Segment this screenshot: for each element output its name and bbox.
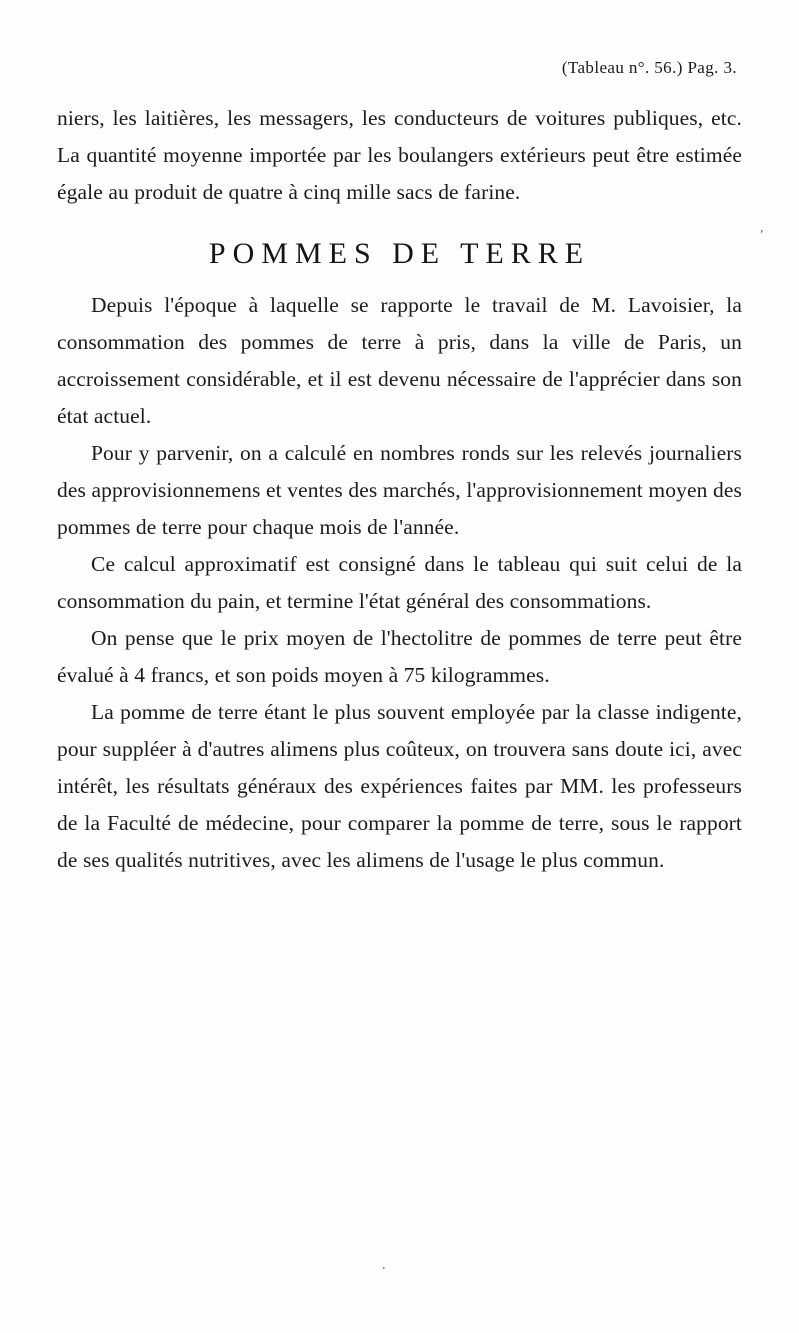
paragraph-continuation: niers, les laitières, les messagers, les conducteurs de voitures publiques, etc. La quantité moyenne importée par les boulangers extérieurs peut être estimée égale au produit de quatre à cinq mille sacs de farine.	[57, 106, 742, 204]
paragraph-la-pomme: La pomme de terre étant le plus souvent employée par la classe indigente, pour suppléer à d'autres alimens plus coûteux, on trouvera sans doute ici, avec intérêt, les résultats généraux des expériences faites par MM. les professeurs de la Faculté de médecine, pour comparer la pomme de terre, sous le rapport de ses qualités nutritives, avec les alimens de l'usage le plus commun.	[57, 700, 742, 872]
page-bottom-mark: .	[382, 1258, 386, 1273]
body-text-column	[57, 100, 742, 879]
page-header-reference: (Tableau n°. 56.) Pag. 3.	[561, 58, 737, 77]
paragraph-ce-calcul: Ce calcul approximatif est consigné dans le tableau qui suit celui de la consommation du pain, et termine l'état général des consommations.	[57, 552, 742, 613]
paragraph-pour-y-parvenir: Pour y parvenir, on a calculé en nombres ronds sur les relevés journaliers des approvisionnemens et ventes des marchés, l'approvisionnement moyen des pommes de terre pour chaque mois de l'année.	[57, 441, 742, 539]
paragraph-on-pense: On pense que le prix moyen de l'hectolitre de pommes de terre peut être évalué à 4 francs, et son poids moyen à 75 kilogrammes.	[57, 626, 742, 687]
page-title: POMMES DE TERRE	[208, 237, 591, 270]
paragraph-depuis-epoque: Depuis l'époque à laquelle se rapporte le travail de M. Lavoisier, la consommation des pommes de terre à pris, dans la ville de Paris, un accroissement considérable, et il est devenu nécessaire de l'apprécier dans son état actuel.	[57, 293, 742, 428]
margin-mark-right: '	[760, 228, 763, 243]
